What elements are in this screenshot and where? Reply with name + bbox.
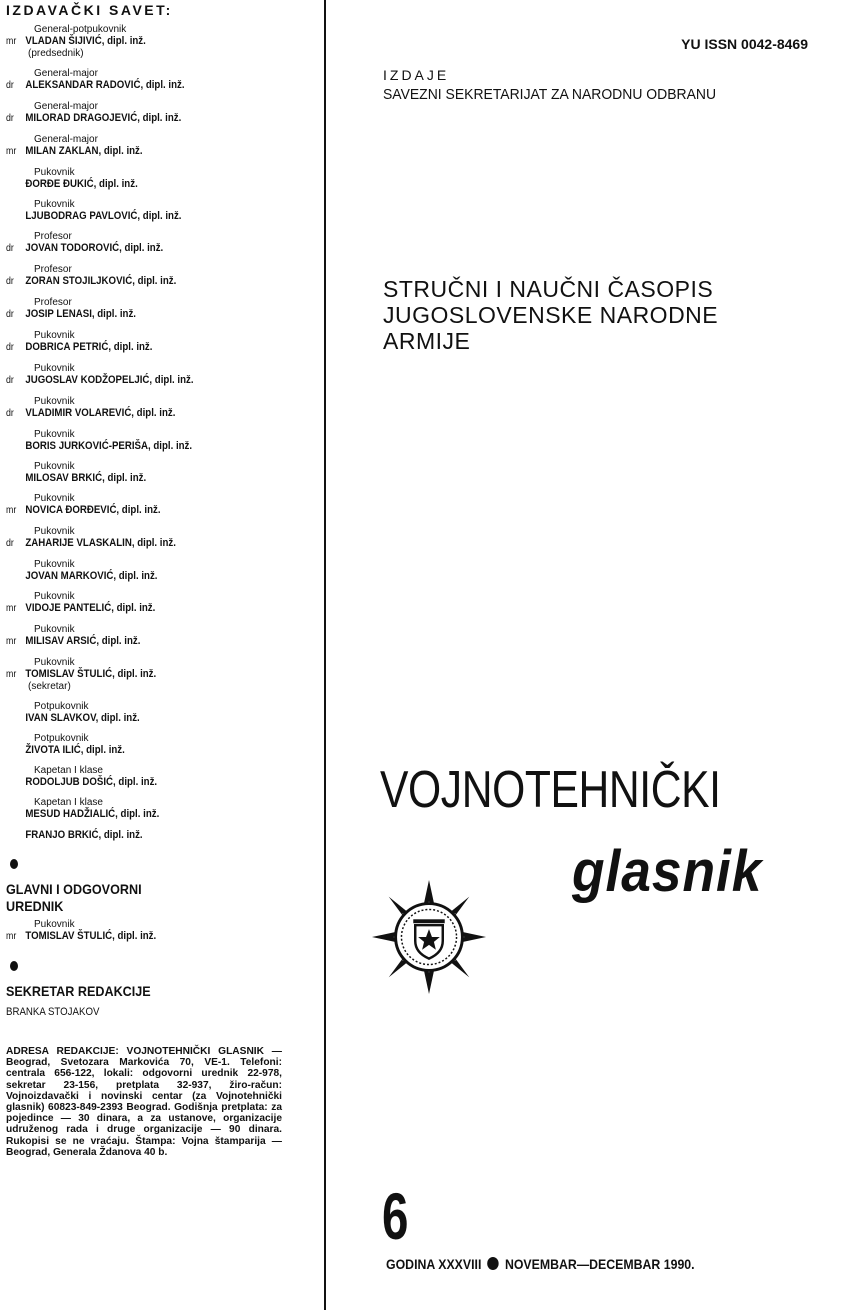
section-bullet xyxy=(10,859,18,869)
issue-number: 6 xyxy=(382,1179,409,1253)
board-member xyxy=(6,24,316,59)
member-rank: Pukovnik xyxy=(34,396,75,407)
volume-year: GODINA XXXVIII xyxy=(386,1256,482,1272)
member-title: dr xyxy=(6,408,14,419)
member-name: MILISAV ARSIĆ, dipl. inž. xyxy=(25,635,141,647)
member-name: BORIS JURKOVIĆ-PERIŠA, dipl. inž. xyxy=(25,440,193,452)
board-member xyxy=(6,363,316,387)
member-line xyxy=(6,112,279,125)
member-name: RODOLJUB DOŠIĆ, dipl. inž. xyxy=(25,776,158,788)
right-column xyxy=(326,0,866,1310)
member-line xyxy=(6,308,279,321)
masthead-title: VOJNOTEHNIČKI xyxy=(380,761,721,819)
board-member xyxy=(6,330,316,354)
member-rank: Pukovnik xyxy=(34,167,75,178)
chief-editor-heading: GLAVNI I ODGOVORNI xyxy=(6,881,142,897)
chief-editor-rank: Pukovnik xyxy=(34,919,75,930)
member-rank: Pukovnik xyxy=(34,559,75,570)
issue-footer xyxy=(386,1256,695,1272)
board-member xyxy=(6,199,316,222)
chief-editor-heading-2: UREDNIK xyxy=(6,898,64,914)
board-member xyxy=(6,396,316,420)
member-name: JUGOSLAV KODŽOPELJIĆ, dipl. inž. xyxy=(25,374,194,386)
member-line xyxy=(6,744,279,756)
member-name: ZAHARIJE VLASKALIN, dipl. inž. xyxy=(25,537,176,549)
member-line xyxy=(6,242,279,255)
member-note: (predsednik) xyxy=(28,48,84,59)
board-member xyxy=(6,264,316,288)
member-name: ZORAN STOJILJKOVIĆ, dipl. inž. xyxy=(25,275,177,287)
member-rank: Potpukovnik xyxy=(34,733,89,744)
board-member xyxy=(6,493,316,517)
member-name: JOSIP LENASI, dipl. inž. xyxy=(25,308,136,320)
member-line xyxy=(6,374,279,387)
member-name: DOBRICA PETRIĆ, dipl. inž. xyxy=(25,341,153,353)
subtitle-line: JUGOSLOVENSKE NARODNE xyxy=(383,302,719,328)
board-member xyxy=(6,559,316,582)
member-line xyxy=(6,537,279,550)
member-rank: Pukovnik xyxy=(34,330,75,341)
publisher-label: IZDAJE xyxy=(383,67,450,83)
member-rank: Pukovnik xyxy=(34,624,75,635)
member-line xyxy=(6,776,279,788)
member-name: NOVICA ĐORĐEVIĆ, dipl. inž. xyxy=(25,504,161,516)
member-line xyxy=(6,210,279,222)
member-rank: Kapetan I klase xyxy=(34,797,103,808)
member-line xyxy=(6,635,279,648)
subtitle-line: ARMIJE xyxy=(383,328,471,354)
member-title: dr xyxy=(6,276,14,287)
issue-date: NOVEMBAR—DECEMBAR 1990. xyxy=(504,1256,695,1272)
member-rank: Pukovnik xyxy=(34,461,75,472)
member-line xyxy=(6,808,279,820)
member-title: mr xyxy=(6,146,17,157)
board-member xyxy=(6,701,316,724)
board-member xyxy=(6,461,316,484)
member-line xyxy=(6,275,279,288)
board-member xyxy=(6,797,316,820)
secretary-heading: SEKRETAR REDAKCIJE xyxy=(6,983,151,999)
member-rank: Pukovnik xyxy=(34,363,75,374)
member-rank: General-major xyxy=(34,101,98,112)
member-name: MILORAD DRAGOJEVIĆ, dipl. inž. xyxy=(25,112,182,124)
member-title: dr xyxy=(6,243,14,254)
board-member xyxy=(6,765,316,788)
member-line xyxy=(6,407,279,420)
board-heading: IZDAVAČKI SAVET: xyxy=(6,2,173,18)
board-member xyxy=(6,624,316,648)
board-member xyxy=(6,591,316,615)
member-title: mr xyxy=(6,505,17,516)
board-member xyxy=(6,829,316,841)
chief-editor xyxy=(6,919,316,943)
member-line xyxy=(6,79,279,92)
member-title: mr xyxy=(6,603,17,614)
member-name: ŽIVOTA ILIĆ, dipl. inž. xyxy=(25,744,125,756)
member-rank: General-major xyxy=(34,68,98,79)
journal-subtitle xyxy=(383,276,718,354)
member-rank: Pukovnik xyxy=(34,493,75,504)
member-line xyxy=(6,145,279,158)
member-title: dr xyxy=(6,342,14,353)
member-title: dr xyxy=(6,309,14,320)
member-note: (sekretar) xyxy=(28,681,71,692)
board-member xyxy=(6,68,316,92)
member-name: MESUD HADŽIALIĆ, dipl. inž. xyxy=(25,808,160,820)
member-rank: Kapetan I klase xyxy=(34,765,103,776)
member-line xyxy=(6,668,279,681)
member-line xyxy=(6,570,279,582)
member-name: JOVAN TODOROVIĆ, dipl. inž. xyxy=(25,242,164,254)
member-name: VLADIMIR VOLAREVIĆ, dipl. inž. xyxy=(25,407,176,419)
member-name: LJUBODRAG PAVLOVIĆ, dipl. inž. xyxy=(25,210,182,222)
left-column xyxy=(6,2,316,1158)
member-line xyxy=(6,440,279,452)
publisher-name: SAVEZNI SEKRETARIJAT ZA NARODNU ODBRANU xyxy=(383,86,717,103)
editorial-address: ADRESA REDAKCIJE: VOJNOTEHNIČKI GLASNIK — Beograd, Svetozara Markovića 70, VE-1. Telefoni: centrala 656-122, lokali: odgovorni urednik 22-978, sekretar 23-156, pretplata 32-937, žiro-račun: Vojnoizdavački i novinski centar (za Vojnotehnički glasnik) 60823-849-2393 Beograd. Godišnja pretplata: za pojedince — 30 dinara, a za ustanove, organizacije udruženog rada i druge organizacije — 90 dinara. Rukopisi se ne vraćaju. Štampa: Vojna štamparija — Beograd, Generala Ždanova 40 b. xyxy=(6,1046,282,1158)
secretary-name: BRANKA STOJAKOV xyxy=(6,1006,100,1018)
section-bullet xyxy=(10,961,18,971)
member-title: dr xyxy=(6,375,14,386)
member-title: mr xyxy=(6,36,17,47)
member-title: mr xyxy=(6,669,17,680)
member-rank: Pukovnik xyxy=(34,429,75,440)
board-member xyxy=(6,167,316,190)
member-name: IVAN SLAVKOV, dipl. inž. xyxy=(25,712,140,724)
member-rank: Potpukovnik xyxy=(34,701,89,712)
member-name: ALEKSANDAR RADOVIĆ, dipl. inž. xyxy=(25,79,185,91)
board-member xyxy=(6,429,316,452)
subtitle-line: STRUČNI I NAUČNI ČASOPIS xyxy=(383,276,714,302)
member-name: VLADAN ŠIJIVIĆ, dipl. inž. xyxy=(25,35,146,47)
star-emblem-icon xyxy=(370,878,488,996)
member-name: TOMISLAV ŠTULIĆ, dipl. inž. xyxy=(25,668,157,680)
member-line xyxy=(6,602,279,615)
member-title: dr xyxy=(6,80,14,91)
member-rank: General-potpukovnik xyxy=(34,24,127,35)
member-rank: Pukovnik xyxy=(34,657,75,668)
board-member xyxy=(6,733,316,756)
member-title: dr xyxy=(6,538,14,549)
member-rank: Profesor xyxy=(34,231,72,242)
chief-editor-line xyxy=(6,930,279,943)
member-line xyxy=(6,472,279,484)
member-title: dr xyxy=(6,113,14,124)
member-name: MILAN ZAKLAN, dipl. inž. xyxy=(25,145,143,157)
member-line xyxy=(6,712,279,724)
member-rank: General-major xyxy=(34,134,98,145)
bullet-dot-icon xyxy=(487,1257,498,1270)
member-title: mr xyxy=(6,636,17,647)
member-name: VIDOJE PANTELIĆ, dipl. inž. xyxy=(25,602,156,614)
member-name: MILOSAV BRKIĆ, dipl. inž. xyxy=(25,472,147,484)
board-member xyxy=(6,231,316,255)
chief-editor-title: mr xyxy=(6,931,17,942)
masthead-subtitle: glasnik xyxy=(572,839,763,904)
member-rank: Pukovnik xyxy=(34,526,75,537)
member-line xyxy=(6,829,279,841)
member-rank: Profesor xyxy=(34,264,72,275)
board-member-list xyxy=(6,24,316,841)
member-line xyxy=(6,504,279,517)
member-rank: Pukovnik xyxy=(34,199,75,210)
board-member xyxy=(6,297,316,321)
board-member xyxy=(6,101,316,125)
member-name: JOVAN MARKOVIĆ, dipl. inž. xyxy=(25,570,158,582)
member-line xyxy=(6,178,279,190)
chief-editor-name: TOMISLAV ŠTULIĆ, dipl. inž. xyxy=(25,930,157,942)
board-member xyxy=(6,526,316,550)
member-line xyxy=(6,35,279,48)
member-name: ĐORĐE ĐUKIĆ, dipl. inž. xyxy=(25,178,138,190)
member-rank: Profesor xyxy=(34,297,72,308)
issn: YU ISSN 0042-8469 xyxy=(681,36,808,52)
board-member xyxy=(6,657,316,692)
board-member xyxy=(6,134,316,158)
member-line xyxy=(6,341,279,354)
member-name: FRANJO BRKIĆ, dipl. inž. xyxy=(25,829,143,841)
member-rank: Pukovnik xyxy=(34,591,75,602)
